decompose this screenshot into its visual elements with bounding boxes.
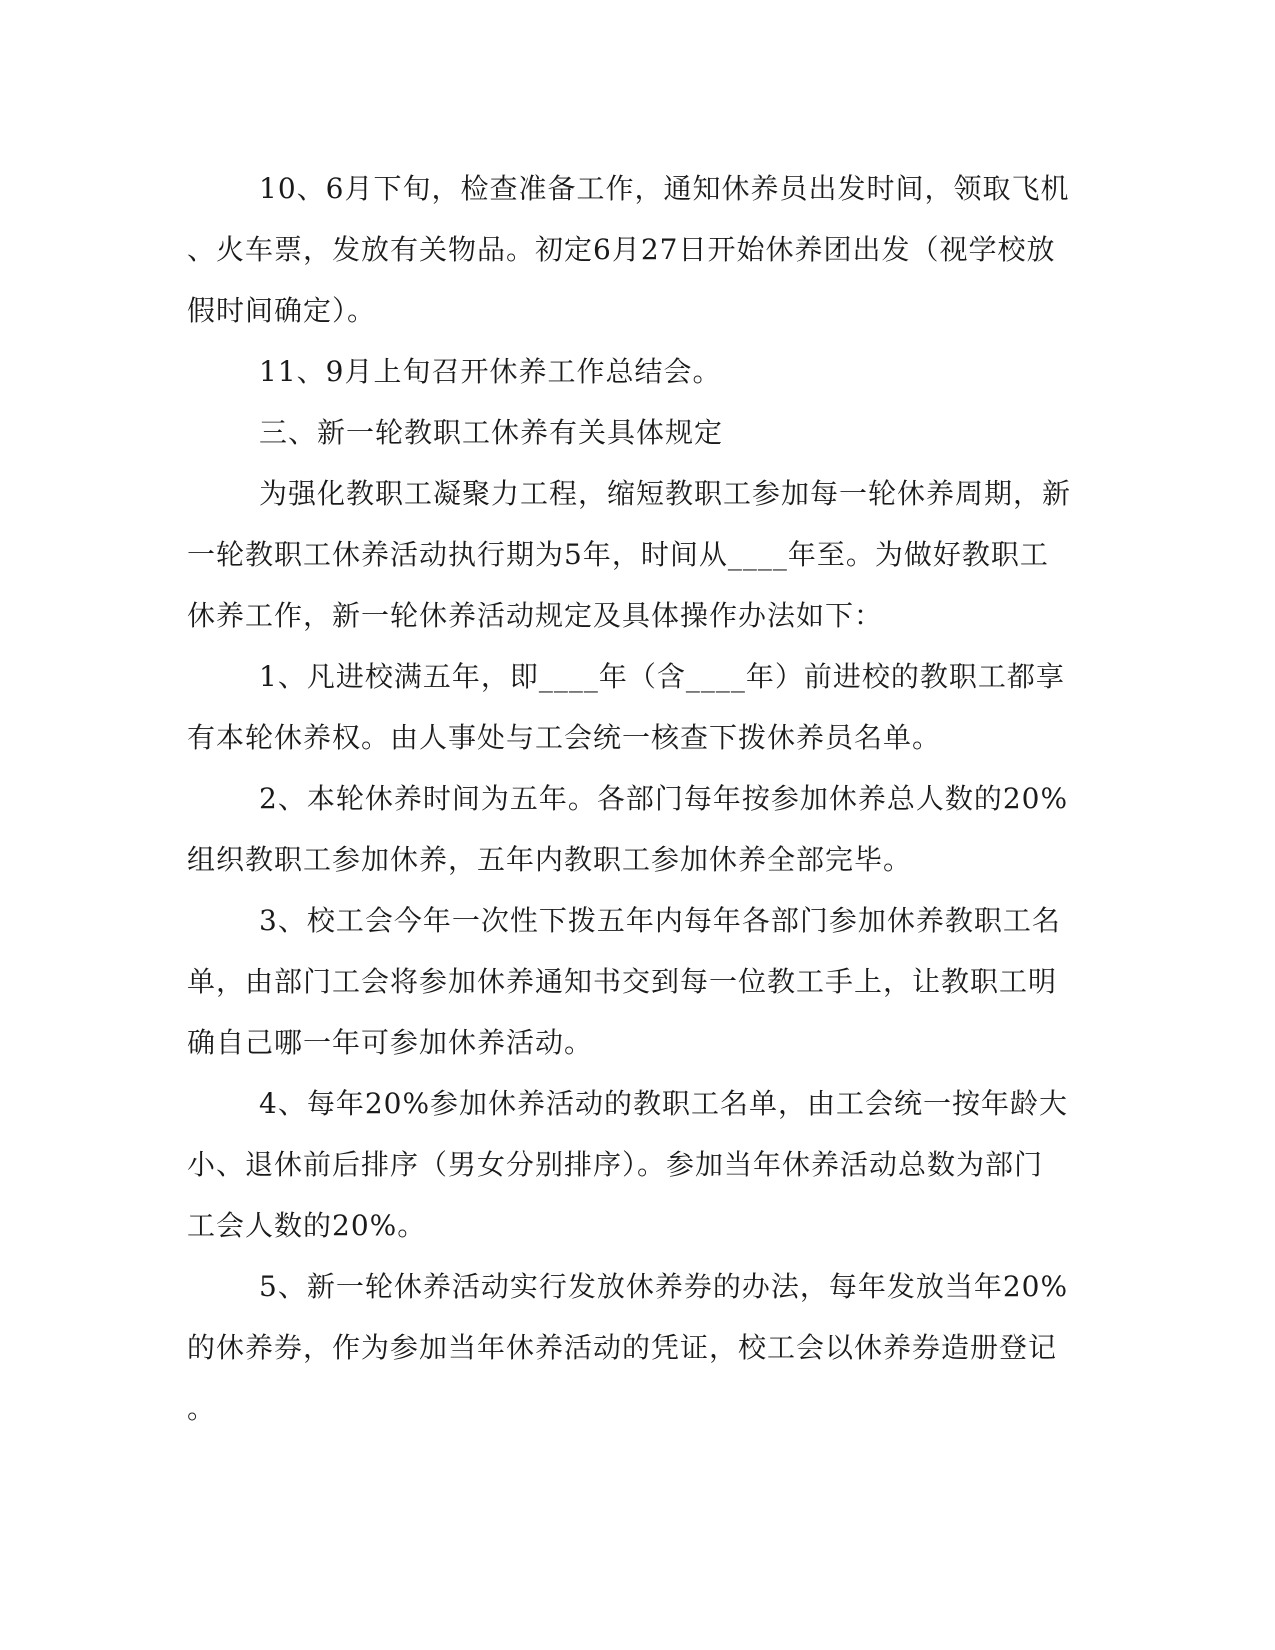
text-line: 小、退休前后排序（男女分别排序）。参加当年休养活动总数为部门 [187,1148,1044,1181]
text-line: 有本轮休养权。由人事处与工会统一核查下拨休养员名单。 [187,721,942,754]
paragraph-rule-3 [187,890,1072,1073]
paragraph-rule-1 [187,646,1072,768]
document-body [187,158,1072,1439]
text-line: 一轮教职工休养活动执行期为5年，时间从____年至。为做好教职工 [187,538,1049,571]
paragraph-item-11 [187,341,1072,402]
text-line: 为强化教职工凝聚力工程，缩短教职工参加每一轮休养周期，新 [259,477,1072,510]
text-line: 2、本轮休养时间为五年。各部门每年按参加休养总人数的20% [259,782,1069,815]
paragraph-rule-2 [187,768,1072,890]
text-line: 确自己哪一年可参加休养活动。 [187,1026,594,1059]
text-line: 10、6月下旬，检查准备工作，通知休养员出发时间，领取飞机 [259,172,1070,205]
text-line: 1、凡进校满五年，即____年（含____年）前进校的教职工都享 [259,660,1065,693]
text-line: 三、新一轮教职工休养有关具体规定 [259,416,724,449]
text-line: 组织教职工参加休养，五年内教职工参加休养全部完毕。 [187,843,913,876]
paragraph-rule-5 [187,1256,1072,1439]
text-line: 休养工作，新一轮休养活动规定及具体操作办法如下： [187,599,884,632]
section-heading [187,402,1072,463]
text-line: 单，由部门工会将参加休养通知书交到每一位教工手上，让教职工明 [187,965,1058,998]
paragraph-item-10 [187,158,1072,341]
text-line: 假时间确定）。 [187,294,377,327]
text-line: 。 [187,1392,217,1425]
text-line: 4、每年20%参加休养活动的教职工名单，由工会统一按年龄大 [259,1087,1069,1120]
text-line: 的休养券，作为参加当年休养活动的凭证，校工会以休养券造册登记 [187,1331,1058,1364]
paragraph-intro [187,463,1072,646]
text-line: 11、9月上旬召开休养工作总结会。 [259,355,722,388]
text-line: 、火车票，发放有关物品。初定6月27日开始休养团出发（视学校放 [187,233,1056,266]
text-line: 3、校工会今年一次性下拨五年内每年各部门参加休养教职工名 [259,904,1061,937]
text-line: 工会人数的20%。 [187,1209,427,1242]
text-line: 5、新一轮休养活动实行发放休养券的办法，每年发放当年20% [259,1270,1069,1303]
paragraph-rule-4 [187,1073,1072,1256]
